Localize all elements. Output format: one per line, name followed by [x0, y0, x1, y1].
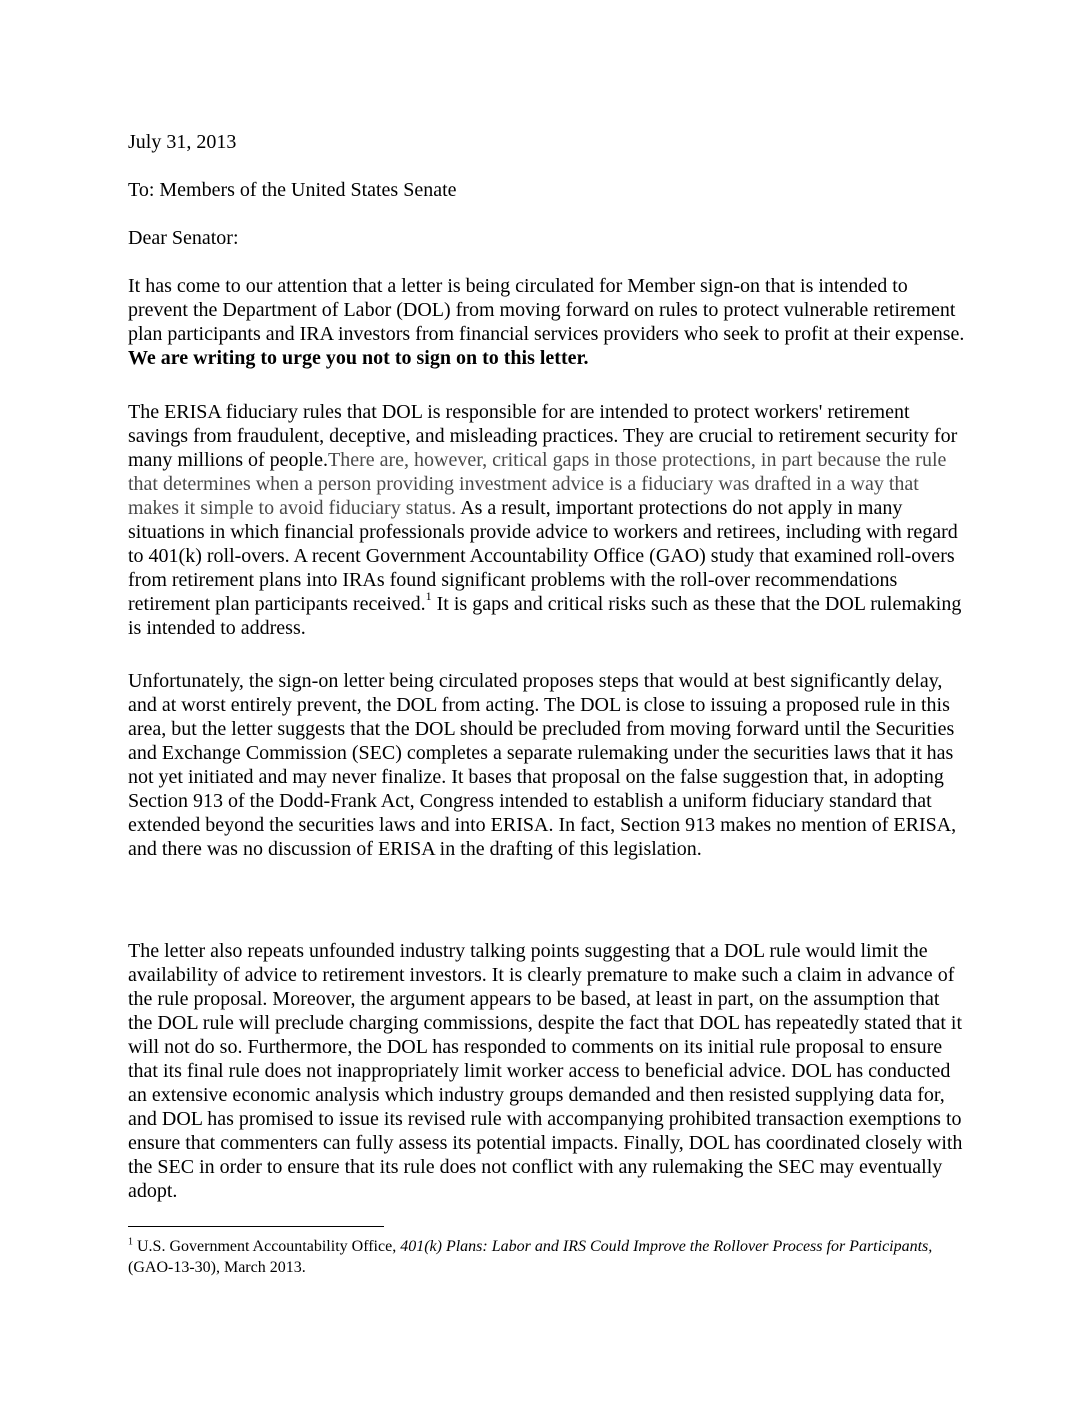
paragraph-fiduciary-rules [128, 400, 968, 640]
paragraph-intro [128, 274, 968, 370]
paragraph-sign-on-letter: Unfortunately, the sign-on letter being circulated proposes steps that would at best significantly delay, and at worst entirely prevent, the DOL from acting. The DOL is close to issuing a proposed rule in this area, but the letter suggests that the DOL should be precluded from moving forward until the Securities and Exchange Commission (SEC) completes a separate rulemaking under the securities laws that it has not yet initiated and may never finalize. It bases that proposal on the false suggestion that, in adopting Section 913 of the Dodd-Frank Act, Congress intended to establish a uniform fiduciary standard that extended beyond the securities laws and into ERISA. In fact, Section 913 makes no mention of ERISA, and there was no discussion of ERISA in the drafting of this legislation. [128, 670, 957, 860]
paragraph-fiduciary-rules-d: It is gaps and critical risks such as these that the DOL rulemaking is intended to address. [128, 593, 962, 639]
letter-date: July 31, 2013 [128, 131, 237, 153]
letter-recipient: To: Members of the United States Senate [128, 179, 457, 201]
footnote-prefix: U.S. Government Accountability Office, [137, 1238, 397, 1255]
paragraph-talking-points: The letter also repeats unfounded industry talking points suggesting that a DOL rule would limit the availability of advice to retirement investors. It is clearly premature to make such a claim in advance of the rule proposal. Moreover, the argument appears to be based, at least in part, on the assumption that the DOL rule will preclude charging commissions, despite the fact that DOL has repeatedly stated that it will not do so. Furthermore, the DOL has responded to comments on its initial rule proposal to ensure that its final rule does not inappropriately limit worker access to beneficial advice. DOL has conducted an extensive economic analysis which industry groups demanded and then resisted supplying data for, and DOL has promised to issue its revised rule with accompanying prohibited transaction exemptions to ensure that commenters can fully assess its potential impacts. Finally, DOL has coordinated closely with the SEC in order to ensure that its rule does not conflict with any rulemaking the SEC may eventually adopt. [128, 940, 963, 1202]
paragraph-fiduciary-rules-a: The ERISA fiduciary rules that DOL is responsible for are intended to protect workers' retirement savings from fraudulent, deceptive, and misleading practices. They are crucial to retirement security for many millions of people. [128, 401, 958, 471]
footnote-divider [128, 1226, 384, 1227]
footnote-reference: 1 [425, 589, 432, 604]
paragraph-fiduciary-rules-c: As a result, important protections do not apply in many situations in which financial professionals provide advice to workers and retirees, including with regard to 401(k) roll-overs. A recent Government Accountability Office (GAO) study that examined roll-overs from retirement plans into IRAs found significant problems with the roll-over recommendations retirement plan participants received. [128, 497, 958, 615]
footnote-title: 401(k) Plans: Labor and IRS Could Improve the Rollover Process for Participants, [400, 1238, 933, 1255]
footnote-marker: 1 [128, 1236, 133, 1248]
letter-salutation: Dear Senator: [128, 227, 239, 249]
footnote [128, 1236, 968, 1278]
paragraph-intro-request: We are writing to urge you not to sign on to this letter. [128, 347, 589, 369]
footnote-suffix: (GAO-13-30), March 2013. [128, 1259, 306, 1276]
paragraph-intro-text: It has come to our attention that a letter is being circulated for Member sign-on that is intended to prevent the Department of Labor (DOL) from moving forward on rules to protect vulnerable retirement plan participants and IRA investors from financial services providers who seek to profit at their expense. [128, 275, 965, 345]
paragraph-fiduciary-rules-b: There are, however, critical gaps in those protections, in part because the rule that determines when a person providing investment advice is a fiduciary was drafted in a way that makes it simple to avoid fiduciary status. [128, 449, 947, 519]
